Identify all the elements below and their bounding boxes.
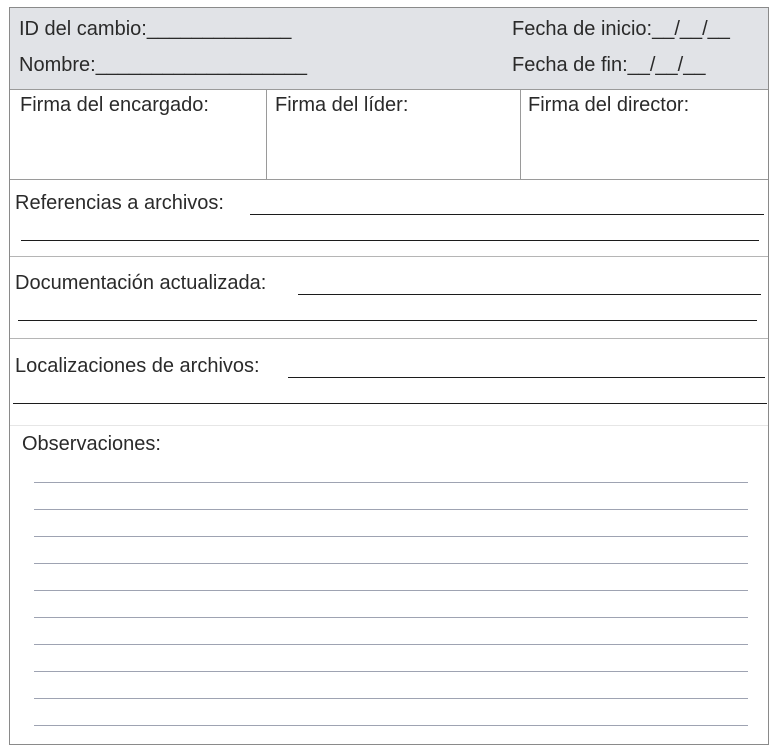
leader-signature-box[interactable] (267, 89, 520, 179)
file-references-line-2[interactable] (21, 240, 759, 241)
updated-docs-section (10, 257, 768, 339)
manager-signature-box[interactable] (10, 89, 266, 179)
observation-line[interactable] (34, 509, 748, 510)
change-request-form (9, 7, 769, 745)
file-locations-section (10, 339, 768, 426)
observation-line[interactable] (34, 644, 748, 645)
file-references-line[interactable] (250, 214, 764, 215)
file-locations-line-2[interactable] (13, 403, 767, 404)
file-locations-line[interactable] (288, 377, 765, 378)
leader-signature-label: Firma del líder: (275, 94, 409, 116)
observation-line[interactable] (34, 617, 748, 618)
observation-line[interactable] (34, 671, 748, 672)
director-signature-box[interactable] (521, 89, 768, 179)
start-date-field[interactable]: Fecha de inicio:__/__/__ (512, 18, 730, 40)
observations-section[interactable] (10, 426, 768, 744)
signature-row (10, 89, 768, 180)
updated-docs-line[interactable] (298, 294, 761, 295)
file-locations-label: Localizaciones de archivos: (15, 355, 260, 377)
observation-line[interactable] (34, 698, 748, 699)
director-signature-label: Firma del director: (528, 94, 690, 116)
observation-line[interactable] (34, 563, 748, 564)
observation-line[interactable] (34, 590, 748, 591)
name-field[interactable]: Nombre:___________________ (19, 54, 308, 76)
manager-signature-label: Firma del encargado: (20, 94, 209, 116)
observation-line[interactable] (34, 482, 748, 483)
file-references-label: Referencias a archivos: (15, 192, 224, 214)
form-header (10, 8, 768, 90)
observation-line[interactable] (34, 725, 748, 726)
observations-label: Observaciones: (22, 433, 161, 455)
updated-docs-label: Documentación actualizada: (15, 272, 267, 294)
file-references-section (10, 180, 768, 257)
change-id-field[interactable]: ID del cambio:_____________ (19, 18, 292, 40)
updated-docs-line-2[interactable] (18, 320, 757, 321)
observation-line[interactable] (34, 536, 748, 537)
end-date-field[interactable]: Fecha de fin:__/__/__ (512, 54, 706, 76)
